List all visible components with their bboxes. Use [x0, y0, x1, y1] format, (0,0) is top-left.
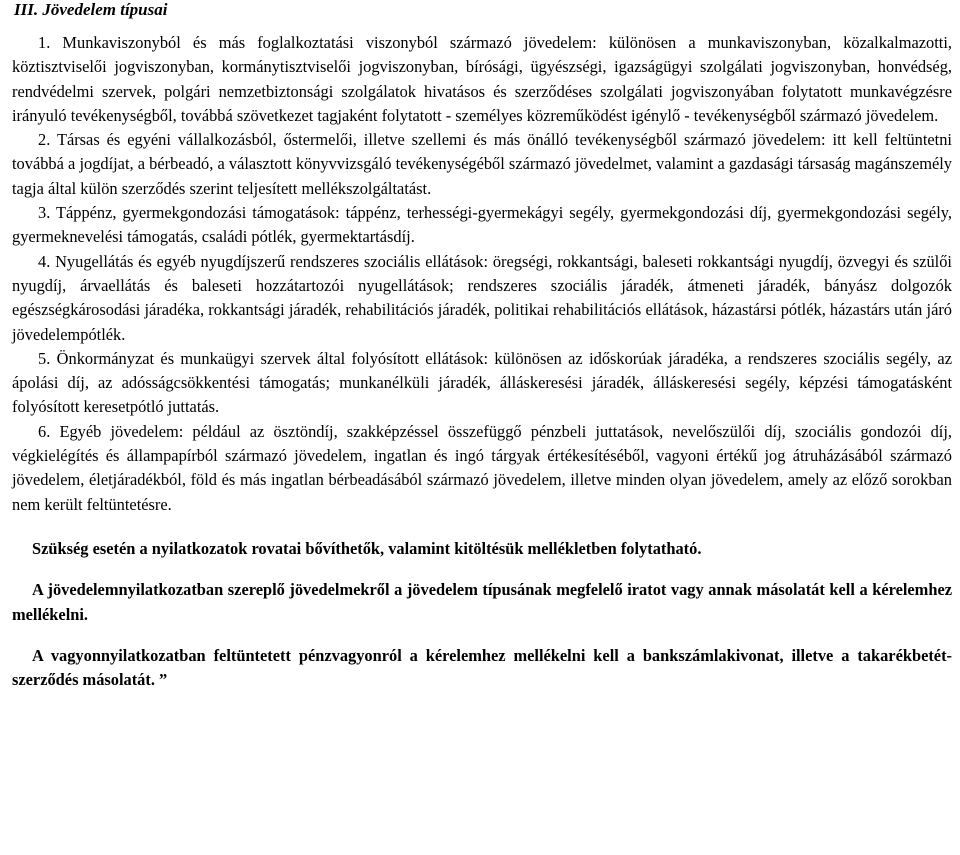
- item-number: 6.: [38, 421, 51, 441]
- income-type-5: [12, 347, 952, 420]
- item-number: 3.: [38, 203, 51, 223]
- item-text: Munkaviszonyból és más foglalkoztatási viszonyból származó jövedelem: különösen a munkaviszonyban, közalkalmazotti, köztisztviselői jogviszonyban, kormánytisztviselői jogviszonyban, bírósági, ügyészségi, igazságügyi szolgálati jogviszonyban, honvédség, rendvédelmi szervek, polgári nemzetbiztonsági szolgálatok hivatásos és szerződéses szolgálati jogviszonyában folytatott munkavégzésre irányuló tevékenységből, továbbá szövetkezet tagjaként folytatott - személyes közreműködést igénylő - tevékenységből származó jövedelem.: [12, 33, 952, 125]
- section-heading: III. Jövedelem típusai: [14, 0, 168, 19]
- asset-documents-note: A vagyonnyilatkozatban feltüntetett pénzvagyonról a kérelemhez mellékelni kell a bankszámlakivonat, illetve a takarékbetét-szerződés másolatát. ”: [12, 645, 952, 690]
- income-documents-note: A jövedelemnyilatkozatban szereplő jövedelmekről a jövedelem típusának megfelelő iratot vagy annak másolatát kell a kérelemhez mellékelni.: [12, 580, 952, 624]
- item-number: 1.: [38, 33, 51, 52]
- income-type-1: [12, 31, 952, 128]
- income-type-2: [12, 128, 952, 201]
- item-text: Önkormányzat és munkaügyi szervek által folyósított ellátások: különösen az időskorúak járadéka, a rendszeres szociális segély, az ápolási díj, az adósságcsökkentési támogatás; munkanélküli járadék, álláskeresési járadék, álláskeresési segély, képzési támogatásként folyósított keresetpótló juttatás.: [12, 348, 952, 417]
- item-text: Társas és egyéni vállalkozásból, őstermelői, illetve szellemi és más önálló tevékenységből származó jövedelem: itt kell feltüntetni továbbá a jogdíjat, a bérbeadó, a választott könyvvizsgáló tevékenységéből származó jövedelmet, valamint a gazdasági társaság magánszemély tagja által külön szerződés szerint teljesített mellékszolgáltatást.: [12, 130, 952, 198]
- income-type-3: [12, 201, 952, 250]
- expandable-sections-note: Szükség esetén a nyilatkozatok rovatai bővíthetők, valamint kitöltésük mellékletben folytatható.: [32, 538, 702, 558]
- item-number: 4.: [38, 251, 51, 271]
- item-text: Táppénz, gyermekgondozási támogatások: táppénz, terhességi-gyermekágyi segély, gyermekgondozási díj, gyermekgondozási segély, gyermeknevelési támogatás, családi pótlék, gyermektartásdíj.: [12, 203, 952, 247]
- income-type-4: [12, 250, 952, 347]
- item-text: Egyéb jövedelem: például az ösztöndíj, szakképzéssel összefüggő pénzbeli juttatások, nevelőszülői díj, szociális gondozói díj, végkielégítés és állampapírból származó jövedelem, ingatlan és ingó tárgyak értékesítéséből, vagyoni értékű jog átruházásából származó jövedelem, életjáradékból, föld és más ingatlan bérbeadásából származó jövedelem, illetve minden olyan jövedelem, amely az előző sorokban nem került feltüntetésre.: [12, 421, 952, 514]
- item-number: 2.: [38, 130, 51, 150]
- item-text: Nyugellátás és egyéb nyugdíjszerű rendszeres szociális ellátások: öregségi, rokkantsági, baleseti rokkantsági nyugdíj, özvegyi és szülői nyugdíj, árvaellátás és baleseti hozzátartozói nyugellátások; rendszeres szociális járadék, átmeneti járadék, bányász dolgozók egészségkárosodási járadéka, rokkantsági járadék, rehabilitációs járadék, politikai rehabilitációs ellátások, házastársi pótlék, házastárs után járó jövedelempótlék.: [12, 251, 952, 344]
- item-number: 5.: [38, 348, 51, 368]
- income-type-6: [12, 420, 952, 517]
